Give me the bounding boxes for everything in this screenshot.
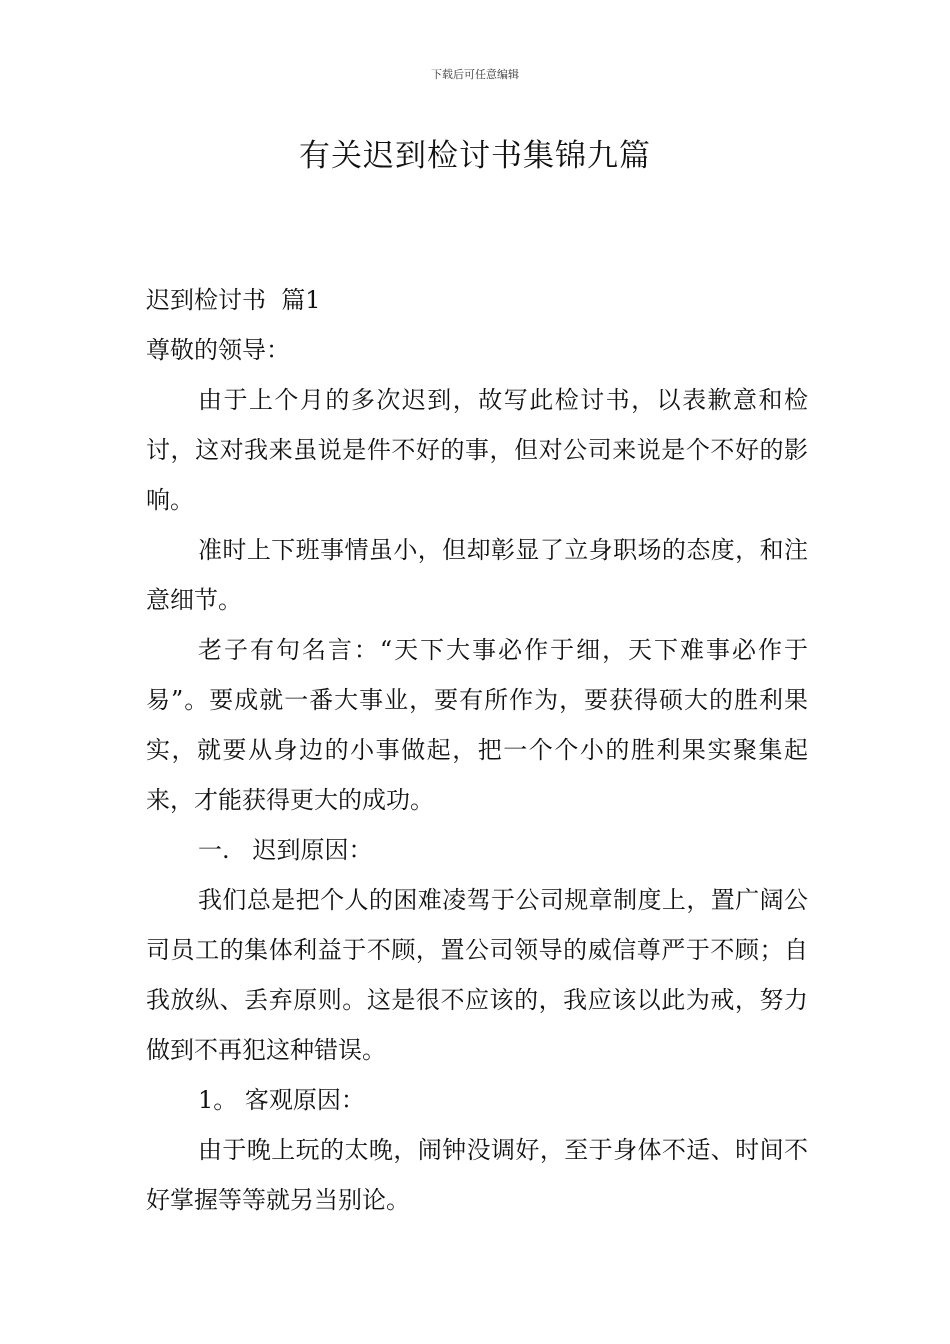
- subheading-reasons: 一. 迟到原因：: [198, 836, 373, 864]
- paragraph-3: 老子有句名言：“天下大事必作于细，天下难事必作于易”。要成就一番大事业，要有所作为，要获得硕大的胜利果实，就要从身边的小事做起，把一个个小的胜利果实聚集起来，才能获得更大的成功。: [146, 636, 808, 814]
- subheading-objective-reasons: 1。 客观原因：: [198, 1086, 365, 1114]
- paragraph-1: 由于上个月的多次迟到，故写此检讨书，以表歉意和检讨，这对我来虽说是件不好的事，但对公司来说是个不好的影响。: [146, 386, 808, 514]
- paragraph-5: 由于晚上玩的太晚，闹钟没调好，至于身体不适、时间不好掌握等等就另当别论。: [146, 1136, 808, 1214]
- salutation: 尊敬的领导：: [146, 336, 290, 364]
- paragraph-2: 准时上下班事情虽小，但却彰显了立身职场的态度，和注意细节。: [146, 536, 808, 614]
- document-title: 有关迟到检讨书集锦九篇: [299, 138, 651, 174]
- paragraph-4: 我们总是把个人的困难凌驾于公司规章制度上，置广阔公司员工的集体利益于不顾，置公司领导的威信尊严于不顾；自我放纵、丢弃原则。这是很不应该的，我应该以此为戒，努力做到不再犯这种错误。: [146, 886, 808, 1064]
- section-heading: 迟到检讨书 篇1: [146, 286, 321, 314]
- header-note: 下载后可任意编辑: [431, 68, 519, 81]
- document-body: [146, 275, 808, 1225]
